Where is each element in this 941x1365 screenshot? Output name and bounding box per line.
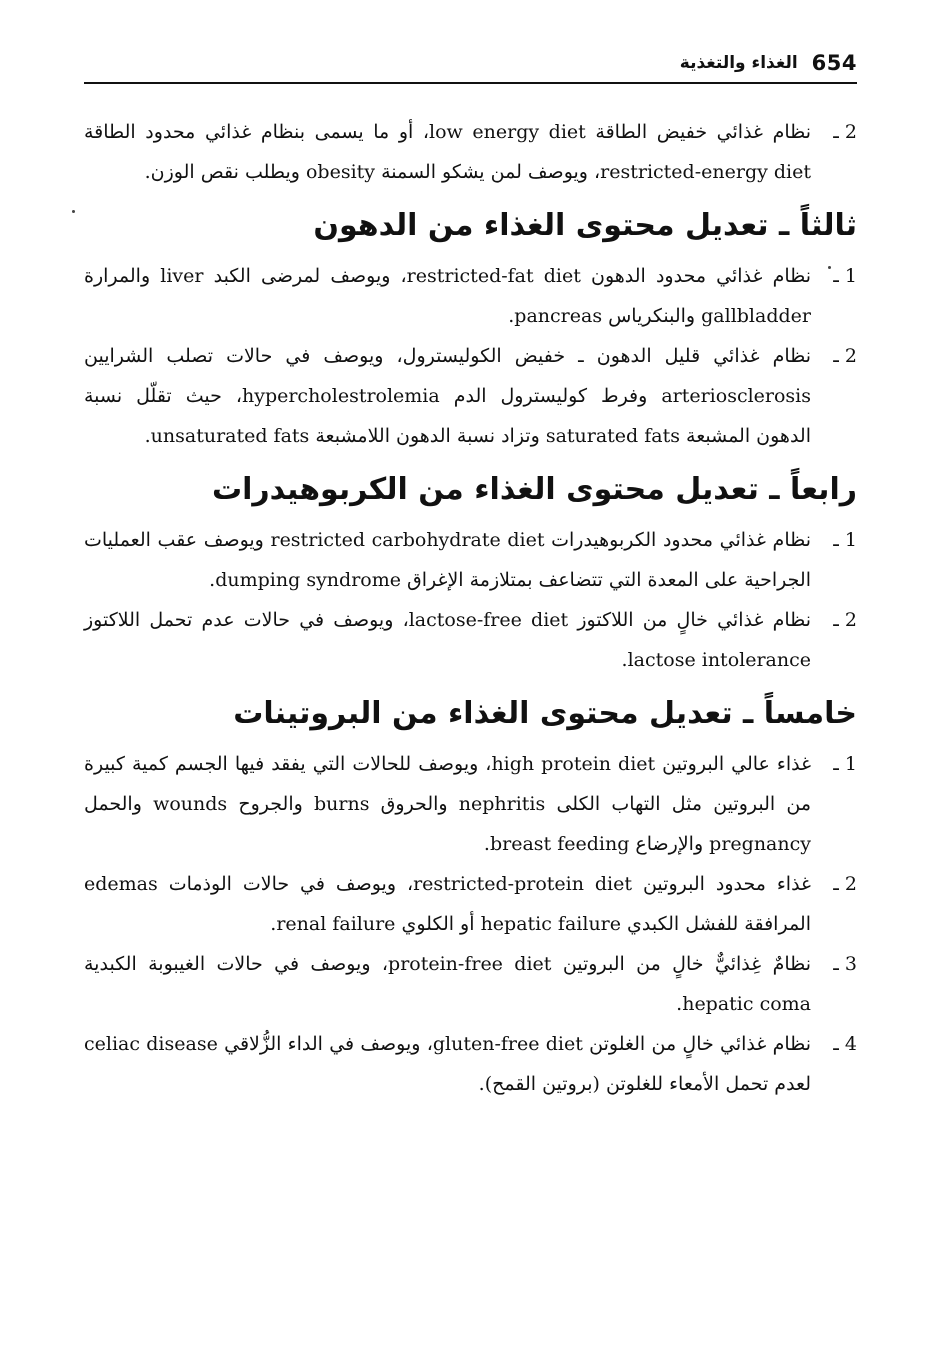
section-heading-fats: ثالثاً ـ تعديل محتوى الغذاء من الدهون: [313, 208, 857, 243]
item-text: نظام غذائي خالٍ من الغلوتن gluten-free diet، ويوصف في الداء الزُّلاقي celiac disease لعدم تحمل الأمعاء للغلوتن (بروتين القمح).: [84, 1033, 811, 1095]
item-text: نظامٌ غِذائيٌّ خالٍ من البروتين protein-free diet، ويوصف في حالات الغيبوبة الكبدية hepatic coma.: [84, 953, 811, 1015]
item-text: نظام غذائي محدود الكربوهيدرات restricted carbohydrate diet ويوصف عقب العمليات الجراحية على المعدة التي تتضاعف بمتلازمة الإغراق dumping syndrome.: [84, 529, 811, 591]
list-item: [84, 1024, 857, 1104]
item-text: نظام غذائي محدود الدهون restricted-fat diet، ويوصف لمرضى الكبد liver والمرارة gallbladder والبنكرياس pancreas.: [84, 265, 811, 327]
header-rule: [84, 82, 857, 84]
item-text: غذاء عالي البروتين high protein diet، ويوصف للحالات التي يفقد فيها الجسم كمية كبيرة من البروتين مثل التهاب الكلى nephritis والحروق burns والجروح wounds والحمل pregnancy والإرضاع breast feeding.: [84, 753, 812, 855]
list-item: [84, 256, 857, 336]
item-text: نظام غذائي قليل الدهون ـ خفيض الكوليسترول، ويوصف في حالات تصلب الشرايين arteriosclerosis وفرط كوليسترول الدم hypercholestrolemia، حيث تقلّل نسبة الدهون المشبعة saturated fats وتزاد نسبة الدهون اللامشبعة unsaturated fats.: [84, 345, 812, 447]
section-heading-carbohydrates: رابعاً ـ تعديل محتوى الغذاء من الكربوهيدرات: [211, 472, 857, 507]
item-number: 3 ـ: [833, 953, 857, 975]
section-heading-proteins: خامساً ـ تعديل محتوى الغذاء من البروتينات: [233, 696, 857, 731]
running-header: [84, 46, 857, 80]
list-item: [84, 944, 857, 1024]
item-text: نظام غذائي خفيض الطاقة low energy diet، أو ما يسمى بنظام غذائي محدود الطاقة restricted-energy diet، ويوصف لمن يشكو السمنة obesity ويطلب نقص الوزن.: [84, 121, 812, 183]
item-number: 1 ـ: [833, 529, 857, 551]
item-text: غذاء محدود البروتين restricted-protein diet، ويوصف في حالات الوذمات edemas المرافقة للفشل الكبدي hepatic failure أو الكلوي renal failure.: [84, 873, 811, 935]
item-number: 2 ـ: [833, 121, 857, 143]
item-number: 2 ـ: [833, 609, 857, 631]
list-item: [84, 744, 857, 864]
list-item: [84, 336, 857, 456]
item-text: نظام غذائي خالٍ من اللاكتوز lactose-free diet، ويوصف في حالات عدم تحمل اللاكتوز lactose intolerance.: [84, 609, 811, 671]
item-number: 2 ـ: [833, 345, 857, 367]
page-number: 654: [811, 51, 857, 75]
list-item: [84, 112, 857, 192]
list-item: [84, 520, 857, 600]
item-number: 1 ـ: [833, 753, 857, 775]
book-title: الغذاء والتغذية: [679, 53, 798, 73]
item-number: 2 ـ: [833, 873, 857, 895]
list-item: [84, 864, 857, 944]
item-number: 4 ـ: [833, 1033, 857, 1055]
stray-mark: [72, 210, 75, 213]
page-content: [84, 112, 857, 1104]
item-number: 1 ـ: [833, 265, 857, 287]
list-item: [84, 600, 857, 680]
